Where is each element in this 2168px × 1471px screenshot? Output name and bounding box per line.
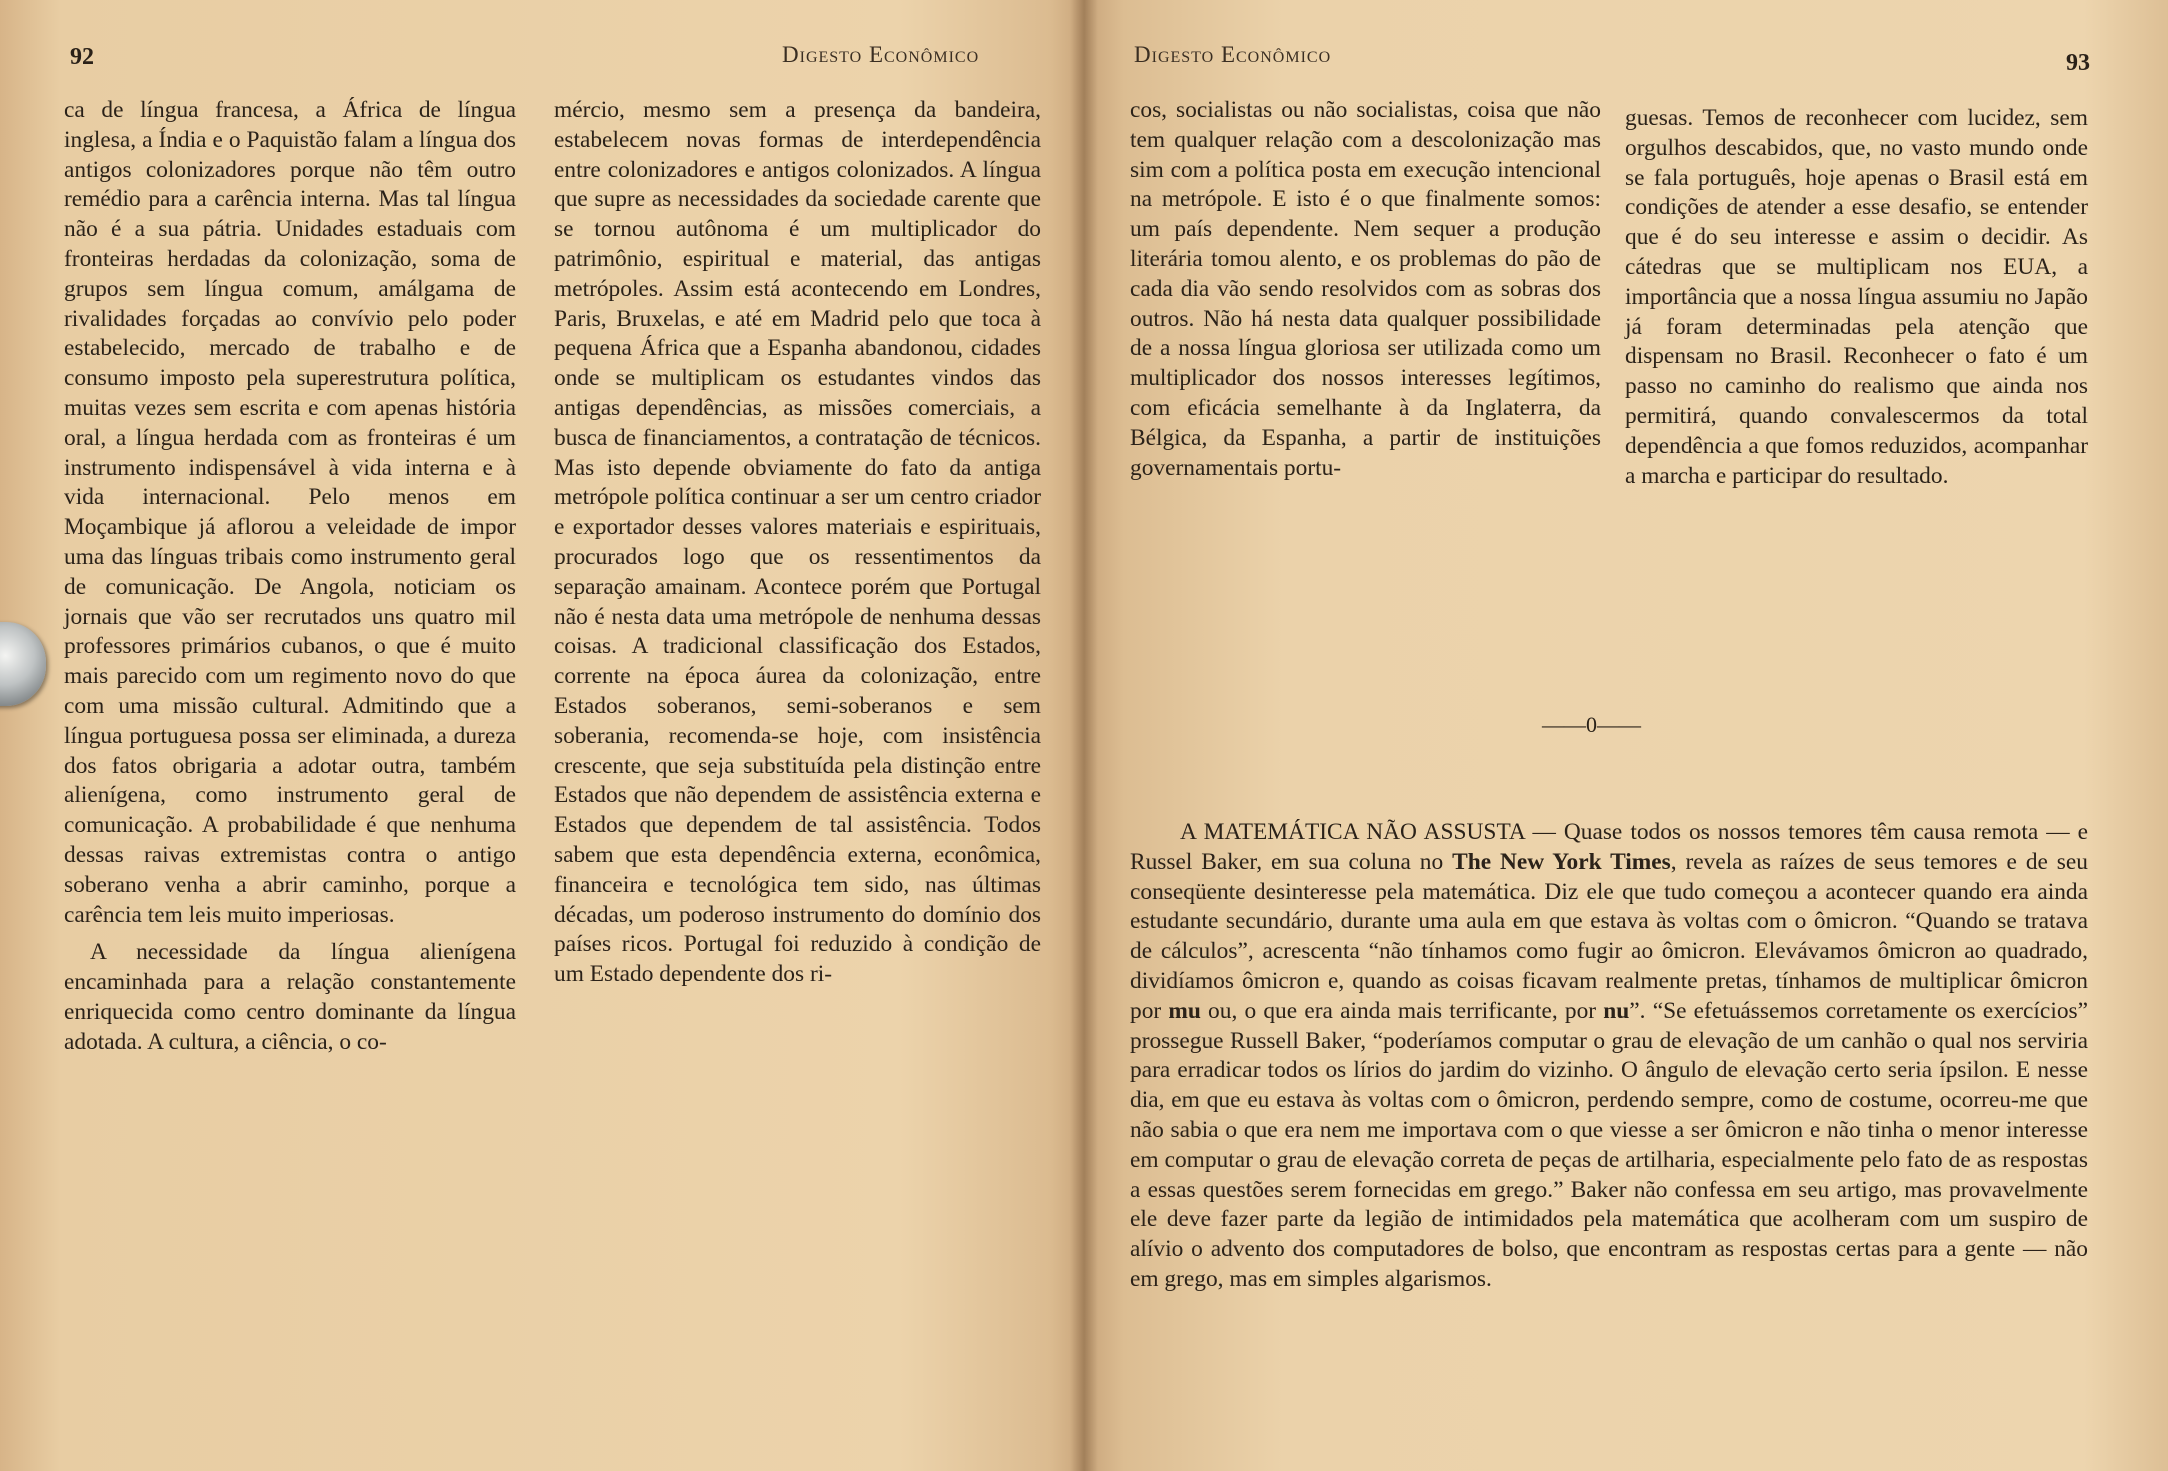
right-column-a — [1130, 96, 1601, 483]
paragraph: ca de língua francesa, a África de língua inglesa, a Índia e o Paquistão falam a língua dos antigos colonizadores porque não têm outro remédio para a carência interna. Mas tal língua não é a sua pátria. Unidades estaduais com fronteiras herdadas da colonização, soma de grupos sem língua comum, amálgama de rivalidades forçadas ao convívio pelo poder estabelecido, mercado de trabalho e de consumo imposto pela superestrutura política, muitas vezes sem escrita e com apenas história oral, a língua herdada com as fronteiras é um instrumento indispensável à vida interna e à vida internacional. Pelo menos em Moçambique já aflorou a veleidade de impor uma das línguas tribais como instrumento geral de comunicação. De Angola, noticiam os jornais que vão ser recrutados uns quatro mil professores primários cubanos, o que é muito mais parecido com um regimento novo do que com uma missão cultural. Admitindo que a língua portuguesa possa ser eliminada, a dureza dos fatos obrigaria a adotar outra, também alienígena, como instrumento geral de comunicação. A probabilidade é que nenhuma dessas raivas extremistas contra o antigo soberano venha a abrir caminho, porque a carência tem leis muito imperiosas. — [64, 97, 516, 928]
page-number-right: 93 — [2066, 50, 2090, 76]
newspaper-name: The New York Times — [1452, 848, 1671, 875]
running-head-left: Digesto Econômico — [782, 42, 980, 67]
section-divider: ——0—— — [1542, 712, 1641, 737]
paragraph: cos, socialistas ou não socialistas, coisa que não tem qualquer relação com a descolonização mas sim com a política posta em execução intencional na metrópole. E isto é o que finalmente somos: um país dependente. Nem sequer a produção literária tomou alento, e os problemas do pão de cada dia vão sendo resolvidos com as sobras dos outros. Não há nesta data qualquer possibilidade de a nossa língua gloriosa ser utilizada como um multiplicador dos nossos interesses legítimos, com eficácia semelhante à da Inglaterra, da Bélgica, da Espanha, a partir de instituições governamentais portu- — [1130, 97, 1601, 481]
article-text: — Quase todos os nossos temores têm causa remota — e Russel Baker, em sua coluna no — [1130, 819, 2088, 875]
article-title: A MATEMÁTICA NÃO ASSUSTA — [1180, 819, 1525, 845]
article-text: ”. “Se efetuássemos corretamente os exercícios” prossegue Russell Baker, “poderíamos computar o grau de elevação de um canhão o qual nos serviria para erradicar todos os lírios do jardim do vizinho. O ângulo de elevação certo seria ípsilon. E nesse dia, em que eu estava às voltas com o ômicron, perdendo sempre, como de costume, ocorreu-me que não sabia o que era nem me importava com o que viesse a ser ômicron e não tinha o menor interesse em computar o grau de elevação correta de peças de artilharia, especialmente pelo fato de as respostas a essas questões serem fornecidas em grego.” Baker não confessa em seu artigo, mas provavelmente ele deve fazer parte da legião de intimidados pela matemática que acolheram com um suspiro de alívio o advento dos computadores de bolso, que encontram as respostas certas para a gente — não em grego, mas em simples algarismos. — [1130, 997, 2088, 1292]
article-text: , revela as raízes de seus temores e de seu conseqüente desinteresse pela matemática. Diz ele que tudo começou a acontecer quando era ainda estudante secundário, durante uma aula em que estava às voltas com o ômicron. “Quando se tratava de cálculos”, acrescenta “não tínhamos como fugir ao ômicron. Elevávamos ômicron ao quadrado, dividíamos ômicron e, quando as coisas ficavam realmente pretas, tínhamos de multiplicar ômicron por — [1130, 848, 2088, 1024]
book-gutter — [1070, 0, 1098, 1471]
greek-letter-mu: mu — [1168, 997, 1201, 1024]
greek-letter-nu: nu — [1603, 997, 1630, 1024]
article-matematica — [1130, 818, 2088, 1295]
paragraph: A necessidade da língua alienígena encaminhada para a relação constantemente enriquecida como centro dominante da língua adotada. A cultura, a ciência, o co- — [64, 939, 516, 1055]
paragraph: guesas. Temos de reconhecer com lucidez, sem orgulhos descabidos, que, no vasto mundo onde se fala português, hoje apenas o Brasil está em condições de atender a esse desafio, se entender que é do seu interesse e assim o decidir. As cátedras que se multiplicam nos EUA, a importância que a nossa língua assumiu no Japão já foram determinadas pela atenção que dispensam no Brasil. Reconhecer o fato é um passo no caminho do realismo que ainda nos permitirá, quando convalescermos da total dependência a que fomos reduzidos, acompanhar a marcha e participar do resultado. — [1625, 105, 2088, 489]
right-column-b — [1625, 104, 2088, 491]
paper-clip — [0, 622, 46, 706]
running-head-right: Digesto Econômico — [1134, 42, 1332, 67]
paragraph: mércio, mesmo sem a presença da bandeira, estabelecem novas formas de interdependência entre colonizadores e antigos colonizados. A língua que supre as necessidades da sociedade carente que se tornou autônoma é um multiplicador do patrimônio, espiritual e material, das antigas metrópoles. Assim está acontecendo em Londres, Paris, Bruxelas, e até em Madrid pelo que toca à pequena África que a Espanha abandonou, cidades onde se multiplicam os estudantes vindos das antigas dependências, as missões comerciais, a busca de financiamentos, a contratação de técnicos. Mas isto depende obviamente do fato da antiga metrópole política continuar a ser um centro criador e exportador desses valores materiais e espirituais, procurados logo que os ressentimentos da separação amainam. Acontece porém que Portugal não é nesta data uma metrópole de nenhuma dessas coisas. A tradicional classificação dos Estados, corrente na época áurea da colonização, entre Estados soberanos, semi-soberanos e sem soberania, recomenda-se hoje, com insistência crescente, que seja substituída pela distinção entre Estados que não dependem de assistência externa e Estados que dependem de tal assistência. Todos sabem que esta dependência externa, econômica, financeira e tecnológica tem sido, nas últimas décadas, um poderoso instrumento do domínio dos países ricos. Portugal foi reduzido à condição de um Estado dependente dos ri- — [554, 97, 1041, 988]
page-number-left: 92 — [70, 44, 94, 70]
article-text: ou, o que era ainda mais terrificante, por — [1200, 997, 1604, 1024]
right-page — [1084, 0, 2168, 1471]
left-column-b — [554, 96, 1041, 990]
left-column-a — [64, 96, 516, 1058]
